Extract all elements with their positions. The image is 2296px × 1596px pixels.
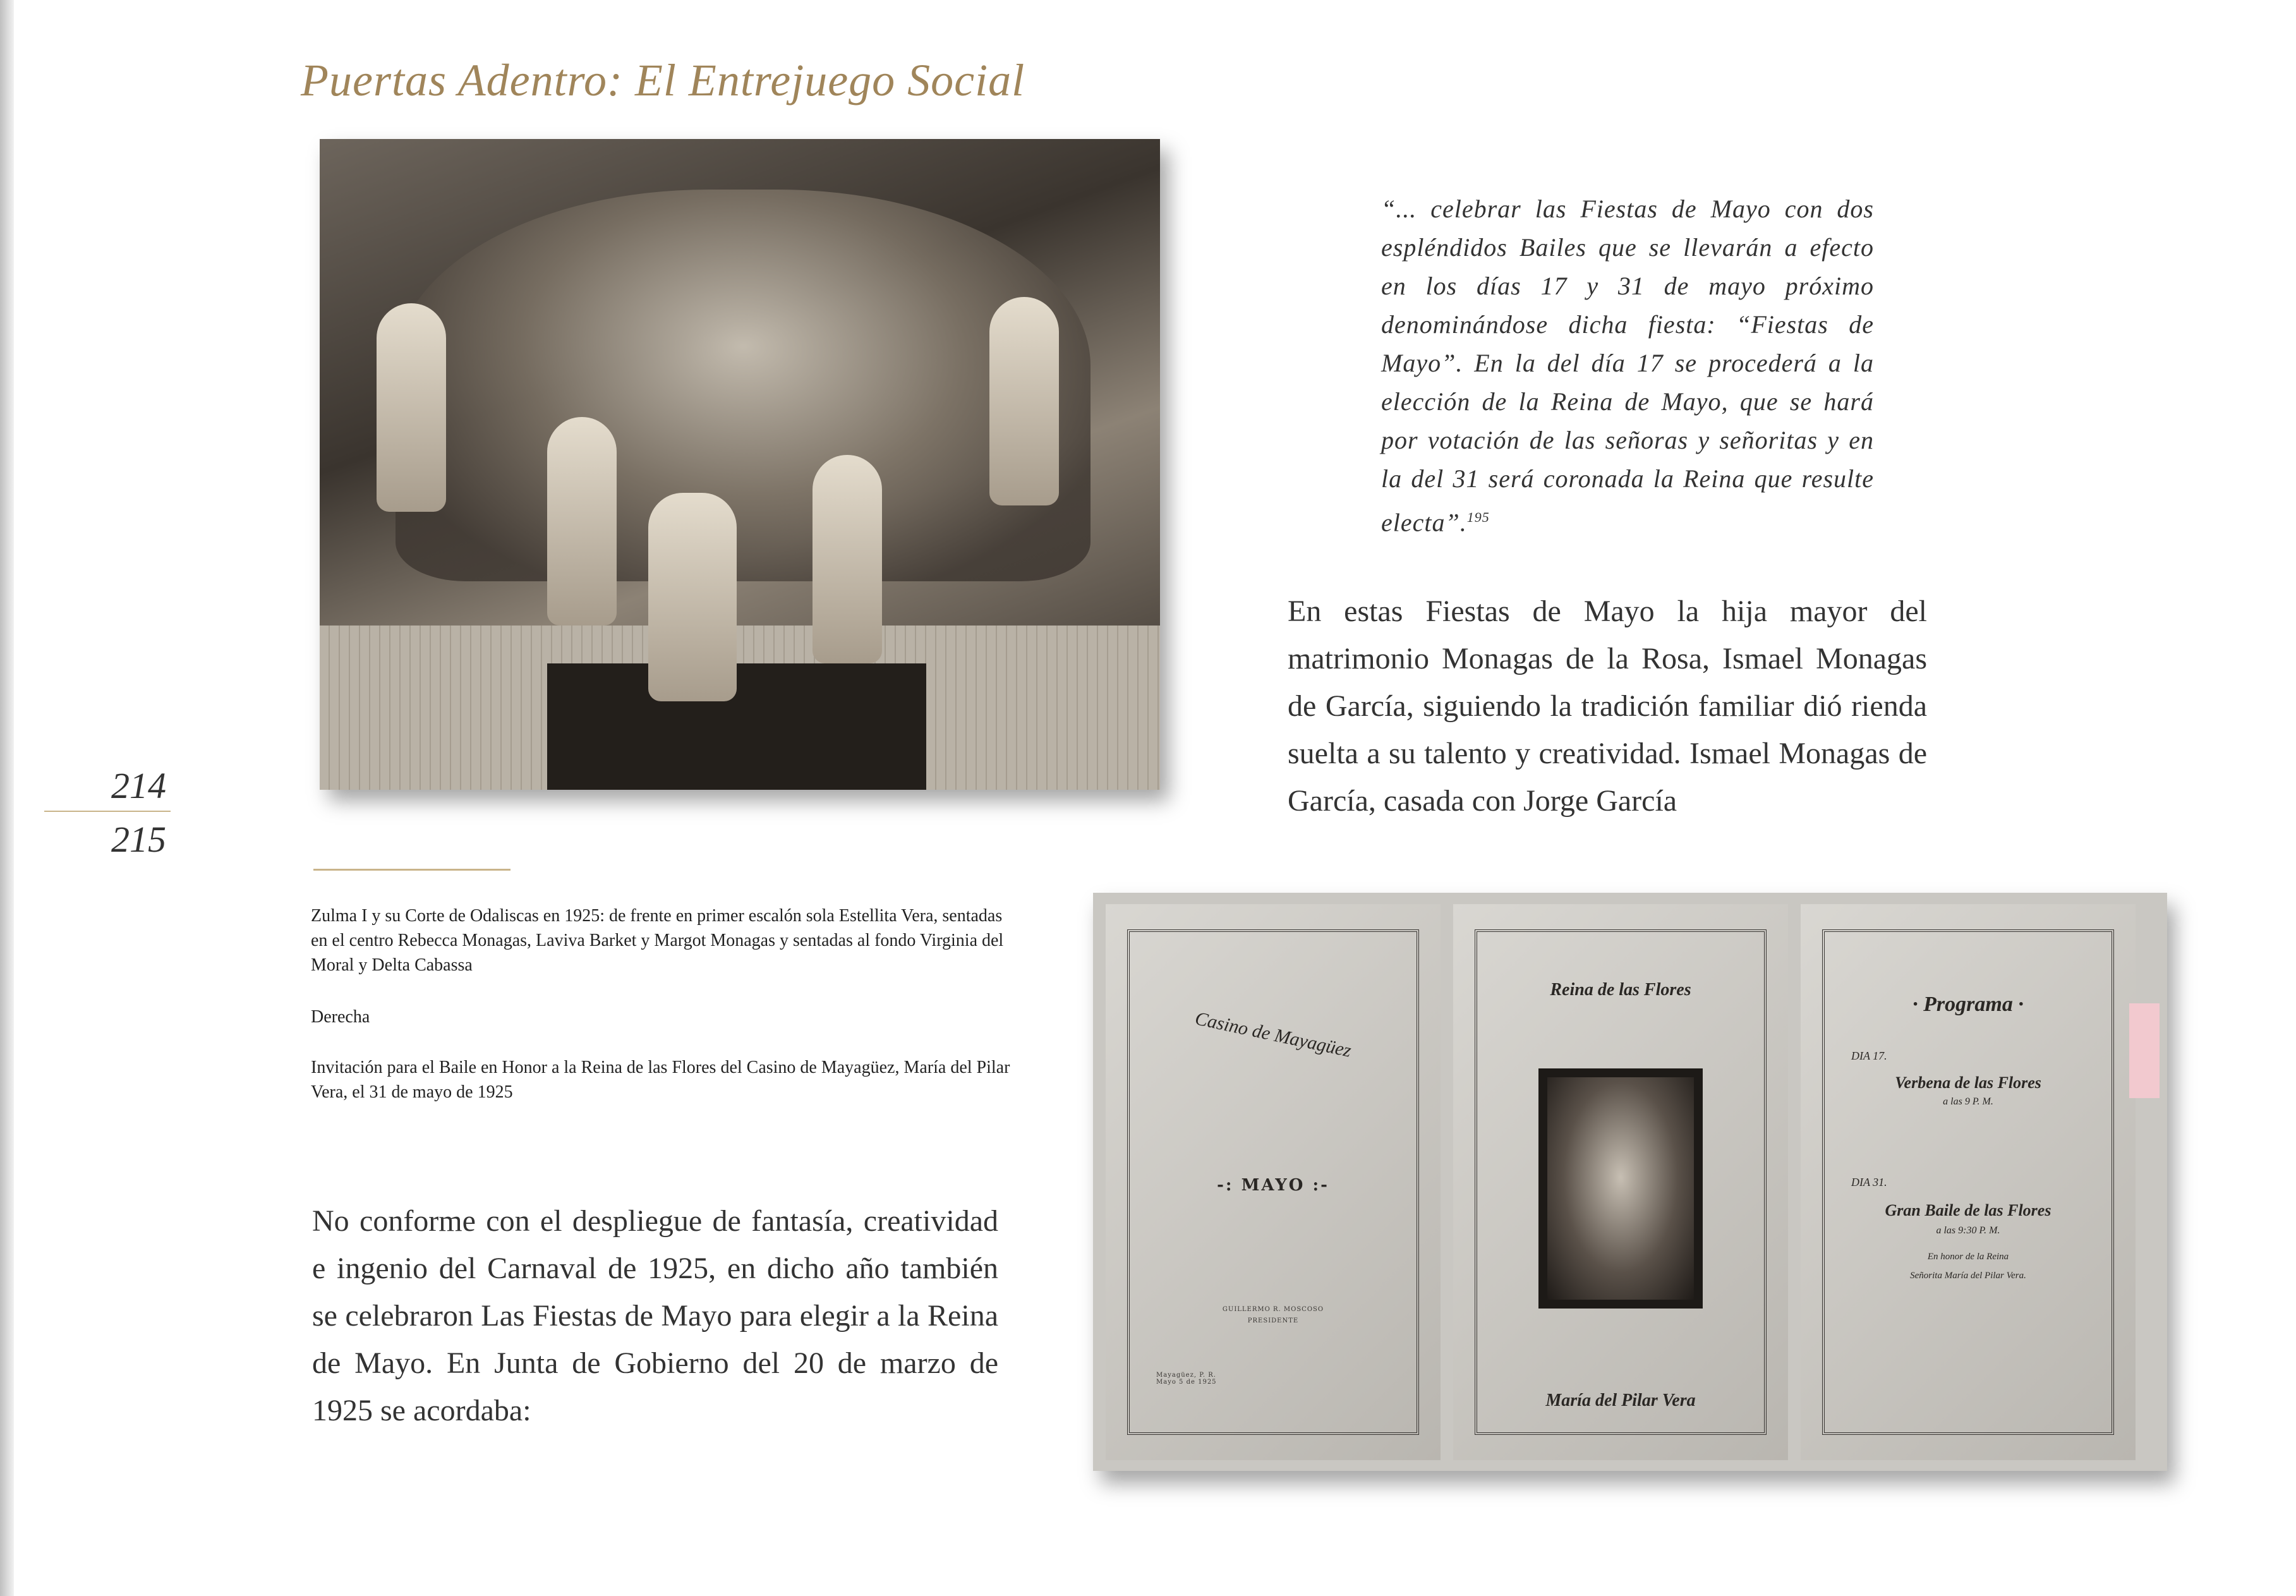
program-heading: · Programa · [1912, 993, 2024, 1016]
honor-name: Señorita María del Pilar Vera. [1910, 1271, 2026, 1281]
caption-direction: Derecha [311, 1007, 370, 1027]
pink-tab [2129, 1003, 2160, 1098]
invitation-right-panel [1801, 904, 2136, 1460]
day1-time: a las 9 P. M. [1943, 1096, 1993, 1107]
photo-caption: Zulma I y su Corte de Odaliscas en 1925: de frente en primer escalón sola Estellita Vera, sentadas en el centro Rebecca Monagas, Laviva Barket y Margot Monagas y sentadas al fondo Virginia del Moral y Delta Cabassa [311, 906, 1004, 975]
month-heading: -: MAYO :- [1217, 1176, 1329, 1195]
invitation-left-panel [1106, 904, 1441, 1460]
invitation-center-panel [1453, 904, 1788, 1460]
photo-figure [648, 493, 737, 701]
page-number-divider [44, 811, 171, 812]
quote-text: “... celebrar las Fiestas de Mayo con dos espléndidos Bailes que se llevarán a efecto en los días 17 y 31 de mayo próximo denominándose dicha fiesta: “Fiestas de Mayo”. En la del día 17 se procederá a la elección de la Reina de Mayo, que se hará por votación de las señoras y señoritas y en la del 31 será coronada la Reina que resulte electa”. [1381, 195, 1874, 537]
odaliscas-photo [320, 139, 1160, 790]
photo-figure [377, 303, 446, 512]
day1-event: Verbena de las Flores [1895, 1073, 2041, 1092]
signature-name: GUILLERMO R. MOSCOSO [1222, 1306, 1324, 1313]
invitation-card [1093, 893, 2167, 1471]
quote-footnote: 195 [1466, 509, 1490, 525]
day2-event: Gran Baile de las Flores [1885, 1201, 2051, 1219]
queen-portrait [1538, 1068, 1703, 1309]
place-date: Mayagüez, P. R. Mayo 5 de 1925 [1156, 1372, 1217, 1386]
photo-drapery [396, 190, 1091, 581]
queen-name: María del Pilar Vera [1545, 1391, 1696, 1410]
photo-figure [813, 455, 882, 663]
day2-time: a las 9:30 P. M. [1936, 1225, 2000, 1236]
invitation-caption: Invitación para el Baile en Honor a la Reina de las Flores del Casino de Mayagüez, María del Pilar Vera, el 31 de mayo de 1925 [311, 1058, 1010, 1102]
signature-title: PRESIDENTE [1247, 1317, 1299, 1324]
page-number-right: 215 [111, 819, 166, 860]
day2-label: DIA 31. [1851, 1176, 1887, 1188]
day1-label: DIA 17. [1851, 1049, 1887, 1062]
photo-figure [989, 297, 1059, 505]
body-text-right: En estas Fiestas de Mayo la hija mayor del matrimonio Monagas de la Rosa, Ismael Monagas de García, siguiendo la tradición familiar dió rienda suelta a su talento y creatividad. Ismael Monagas de García, casada con Jorge García [1288, 595, 1927, 818]
queen-title: Reina de las Flores [1550, 980, 1691, 1000]
photo-figure [547, 417, 617, 626]
page-number-left: 214 [111, 765, 166, 806]
honor-line: En honor de la Reina [1927, 1252, 2009, 1262]
casino-heading: Casino de Mayagüez [1193, 1008, 1353, 1061]
quote-block [1381, 190, 1874, 541]
caption-divider [313, 869, 511, 871]
photo-stairs [547, 663, 926, 790]
book-spine [0, 0, 14, 1596]
page-title: Puertas Adentro: El Entrejuego Social [301, 55, 1025, 106]
body-text-left: No conforme con el despliegue de fantasía, creatividad e ingenio del Carnaval de 1925, en dicho año también se celebraron Las Fiestas de Mayo para elegir a la Reina de Mayo. En Junta de Gobierno del 20 de marzo de 1925 se acordaba: [312, 1204, 998, 1427]
